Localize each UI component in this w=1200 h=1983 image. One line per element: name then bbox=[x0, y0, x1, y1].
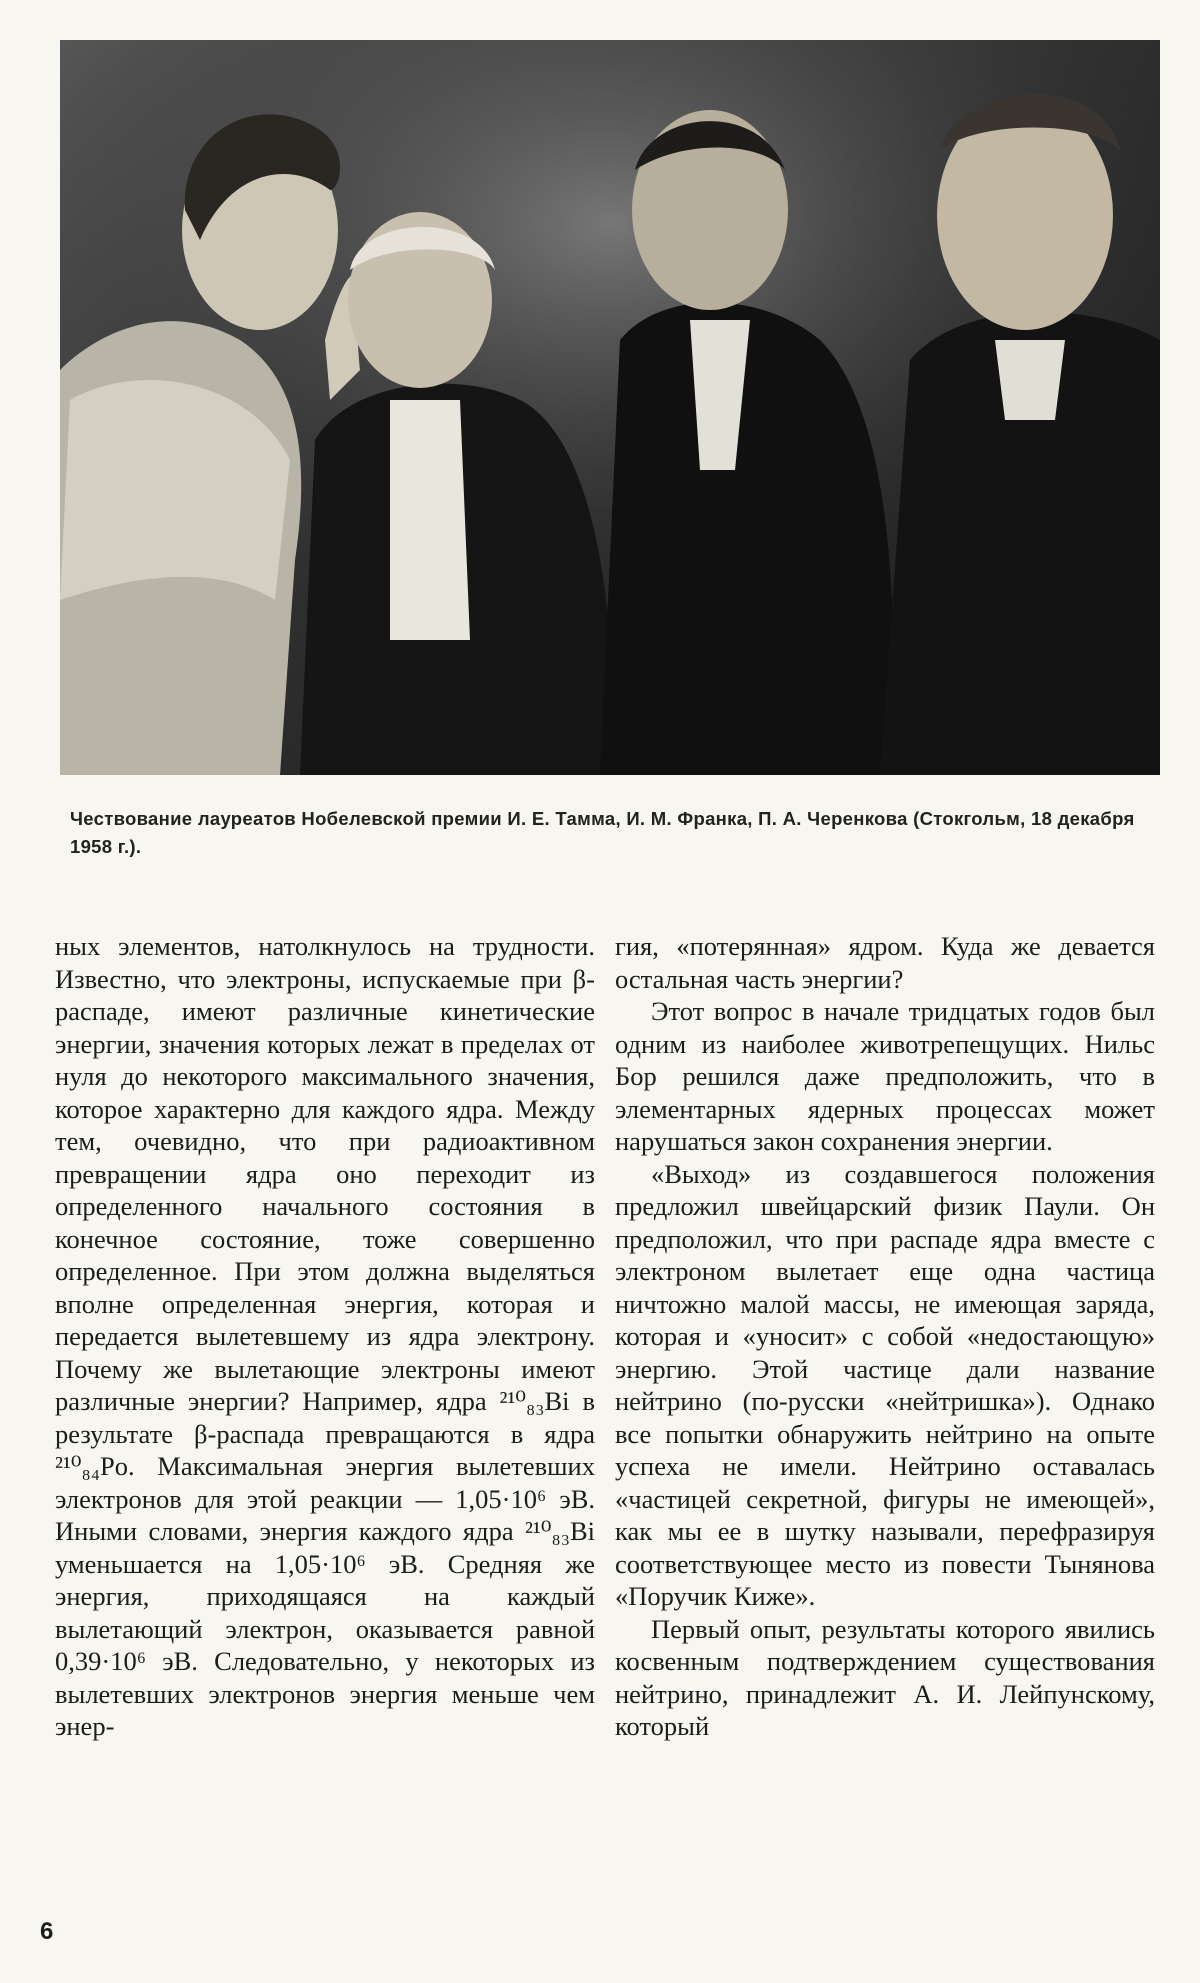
photo-caption: Чествование лауреатов Нобелевской премии И. Е. Тамма, И. М. Франка, П. А. Черенкова (Стокгольм, 18 декабря 1958 г.). bbox=[70, 808, 1135, 857]
paragraph: гия, «потерянная» ядром. Куда же девается остальная часть энергии? bbox=[615, 931, 1155, 994]
page-number: 6 bbox=[40, 1918, 54, 1945]
photograph bbox=[60, 40, 1160, 775]
paragraph: Первый опыт, результаты которого явились косвенным подтверждением существования нейтрино, принадлежит А. И. Лейпунскому, который bbox=[615, 1613, 1155, 1741]
paragraph: «Выход» из создавшегося положения предложил швейцарский физик Паули. Он предположил, что при распаде ядра вместе с электроном вылетает еще одна частица ничтожно малой массы, не имеющая заряда, которая и «уносит» с собой «недостающую» энергию. Этой частице дали название нейтрино (по-русски «нейтришка»). Однако все попытки обнаружить нейтрино на опыте успеха не имели. Нейтрино оставалась «частицей секретной, фигуры не имеющей», как мы ее в шутку называли, перефразируя соответствующее место из повести Тынянова «Поручик Киже». bbox=[615, 1158, 1155, 1611]
paragraph: ных элементов, натолкнулось на трудности. Известно, что электроны, испускаемые при β-распаде, имеют различные кинетические энергии, значения которых лежат в пределах от нуля до некоторого максимального значения, которое характерно для каждого ядра. Между тем, очевидно, что при радиоактивном превращении ядра оно переходит из определенного начального состояния в конечное состояние, тоже совершенно определенное. При этом должна выделяться вполне определенная энергия, которая и передается вылетевшему из ядра электрону. Почему же вылетающие электроны имеют различные энергии? Например, ядра ²¹⁰₈₃Bi в результате β-распада превращаются в ядра ²¹⁰₈₄Po. Максимальная энергия вылетевших электронов для этой реакции — 1,05·10⁶ эВ. Иными словами, энергия каждого ядра ²¹⁰₈₃Bi уменьшается на 1,05·10⁶ эВ. Средняя же энергия, приходящаяся на каждый вылетающий электрон, оказывается равной 0,39·10⁶ эВ. Следовательно, у некоторых из вылетевших электронов энергия меньше чем энер- bbox=[55, 931, 595, 1741]
paragraph: Этот вопрос в начале тридцатых годов был одним из наиболее животрепещущих. Нильс Бор решился даже предположить, что в элементарных ядерных процессах может нарушаться закон сохранения энергии. bbox=[615, 996, 1155, 1156]
text-column-right bbox=[615, 930, 1155, 1743]
man4-shirt bbox=[995, 340, 1065, 420]
man2-shirt bbox=[390, 400, 470, 640]
text-column-left bbox=[55, 930, 595, 1743]
photo-illustration bbox=[60, 40, 1160, 775]
